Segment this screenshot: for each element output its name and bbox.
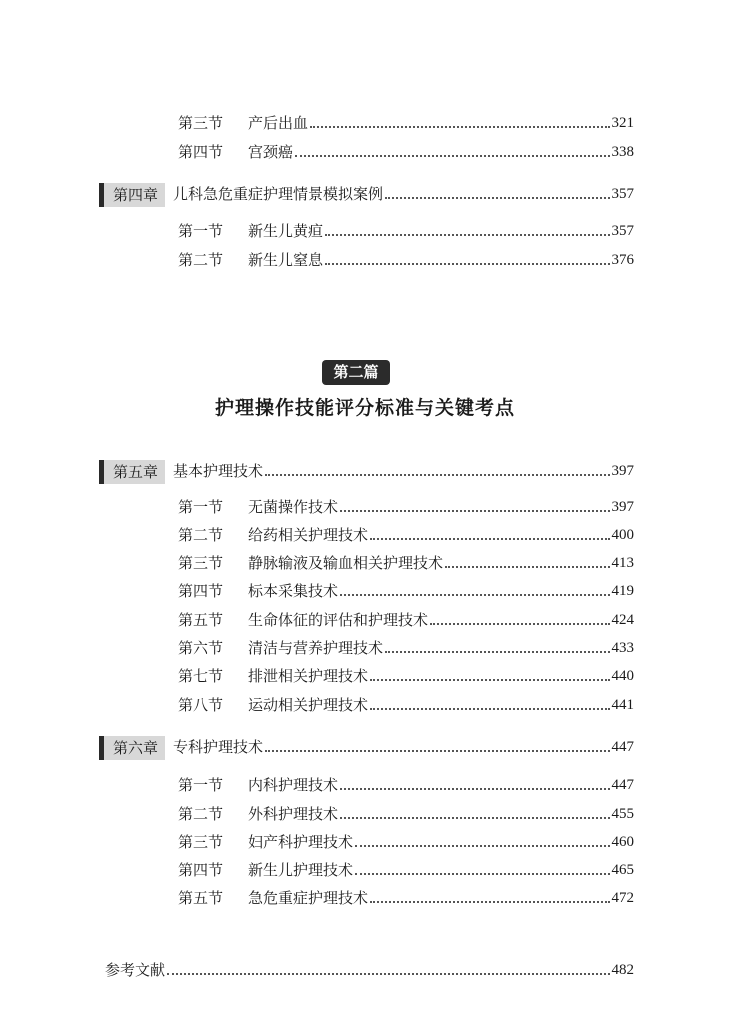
section-title: 无菌操作技术 (248, 498, 339, 516)
toc-section-row[interactable] (178, 139, 634, 165)
dot-leader (340, 510, 609, 512)
toc-section-row[interactable] (178, 578, 634, 604)
section-title: 运动相关护理技术 (248, 696, 369, 714)
dot-leader (325, 263, 609, 265)
toc-section-row[interactable] (178, 494, 634, 520)
toc-section-row[interactable] (178, 110, 634, 136)
page-number: 447 (611, 739, 634, 755)
dot-leader (295, 155, 609, 157)
page-number: 400 (611, 527, 634, 543)
dot-leader (340, 594, 609, 596)
toc-section-row[interactable] (178, 692, 634, 718)
toc-section-row[interactable] (178, 829, 634, 855)
section-number: 第三节 (178, 114, 224, 132)
dot-leader (340, 817, 609, 819)
chapter-title: 专科护理技术 (173, 738, 264, 756)
toc-section-row[interactable] (178, 663, 634, 689)
page-number: 397 (611, 463, 634, 479)
chapter-label: 第四章 (104, 183, 165, 207)
dot-leader (370, 538, 609, 540)
section-number: 第七节 (178, 667, 224, 685)
page-number: 413 (611, 555, 634, 571)
page-number: 472 (611, 890, 634, 906)
page-number: 419 (611, 583, 634, 599)
section-number: 第八节 (178, 696, 224, 714)
section-title: 急危重症护理技术 (248, 889, 369, 907)
page-number: 338 (611, 144, 634, 160)
page-number: 447 (611, 777, 634, 793)
chapter-label: 第五章 (104, 460, 165, 484)
toc-references-row[interactable] (105, 957, 634, 983)
page-number: 465 (611, 862, 634, 878)
section-title: 生命体征的评估和护理技术 (248, 611, 429, 629)
toc-section-row[interactable] (178, 857, 634, 883)
page-number: 321 (611, 115, 634, 131)
toc-section-row[interactable] (178, 635, 634, 661)
section-number: 第二节 (178, 251, 224, 269)
toc-section-row[interactable] (178, 550, 634, 576)
page-number: 424 (611, 612, 634, 628)
chapter-title: 儿科急危重症护理情景模拟案例 (173, 185, 384, 203)
section-title: 内科护理技术 (248, 776, 339, 794)
section-number: 第四节 (178, 143, 224, 161)
toc-chapter-row[interactable] (104, 734, 634, 760)
toc-chapter-row[interactable] (104, 181, 634, 207)
dot-leader (355, 873, 609, 875)
dot-leader (310, 126, 609, 128)
page-number: 455 (611, 806, 634, 822)
section-title: 产后出血 (248, 114, 309, 132)
page-number: 433 (611, 640, 634, 656)
part-label: 第二篇 (322, 360, 390, 385)
part-title: 护理操作技能评分标准与关键考点 (214, 397, 515, 419)
section-title: 新生儿护理技术 (248, 861, 354, 879)
page-number: 482 (611, 962, 634, 978)
references-title: 参考文献 (105, 961, 166, 979)
toc-section-row[interactable] (178, 522, 634, 548)
section-number: 第二节 (178, 805, 224, 823)
section-title: 标本采集技术 (248, 582, 339, 600)
dot-leader (325, 234, 609, 236)
section-number: 第四节 (178, 861, 224, 879)
section-title: 新生儿窒息 (248, 251, 324, 269)
section-number: 第五节 (178, 611, 224, 629)
dot-leader (385, 197, 609, 199)
section-title: 外科护理技术 (248, 805, 339, 823)
section-number: 第三节 (178, 554, 224, 572)
section-title: 给药相关护理技术 (248, 526, 369, 544)
toc-chapter-row[interactable] (104, 458, 634, 484)
dot-leader (370, 708, 609, 710)
section-number: 第四节 (178, 582, 224, 600)
dot-leader (445, 566, 609, 568)
page-number: 397 (611, 499, 634, 515)
section-number: 第一节 (178, 498, 224, 516)
page-number: 357 (611, 223, 634, 239)
section-title: 宫颈癌 (248, 143, 294, 161)
section-title: 静脉输液及输血相关护理技术 (248, 554, 444, 572)
section-number: 第五节 (178, 889, 224, 907)
page-number: 440 (611, 668, 634, 684)
section-title: 新生儿黄疸 (248, 222, 324, 240)
page-number: 376 (611, 252, 634, 268)
dot-leader (167, 973, 609, 975)
section-number: 第一节 (178, 222, 224, 240)
section-title: 妇产科护理技术 (248, 833, 354, 851)
page-number: 357 (611, 186, 634, 202)
section-title: 清洁与营养护理技术 (248, 639, 384, 657)
toc-section-row[interactable] (178, 885, 634, 911)
section-number: 第一节 (178, 776, 224, 794)
dot-leader (430, 623, 609, 625)
dot-leader (370, 901, 609, 903)
dot-leader (385, 651, 609, 653)
section-number: 第二节 (178, 526, 224, 544)
toc-section-row[interactable] (178, 772, 634, 798)
dot-leader (355, 845, 609, 847)
chapter-title: 基本护理技术 (173, 462, 264, 480)
dot-leader (265, 750, 609, 752)
dot-leader (370, 679, 609, 681)
section-number: 第三节 (178, 833, 224, 851)
page-number: 460 (611, 834, 634, 850)
toc-section-row[interactable] (178, 247, 634, 273)
dot-leader (340, 788, 609, 790)
toc-section-row[interactable] (178, 607, 634, 633)
section-title: 排泄相关护理技术 (248, 667, 369, 685)
section-number: 第六节 (178, 639, 224, 657)
chapter-label: 第六章 (104, 736, 165, 760)
toc-section-row[interactable] (178, 218, 634, 244)
toc-section-row[interactable] (178, 801, 634, 827)
page-number: 441 (611, 697, 634, 713)
dot-leader (265, 474, 609, 476)
